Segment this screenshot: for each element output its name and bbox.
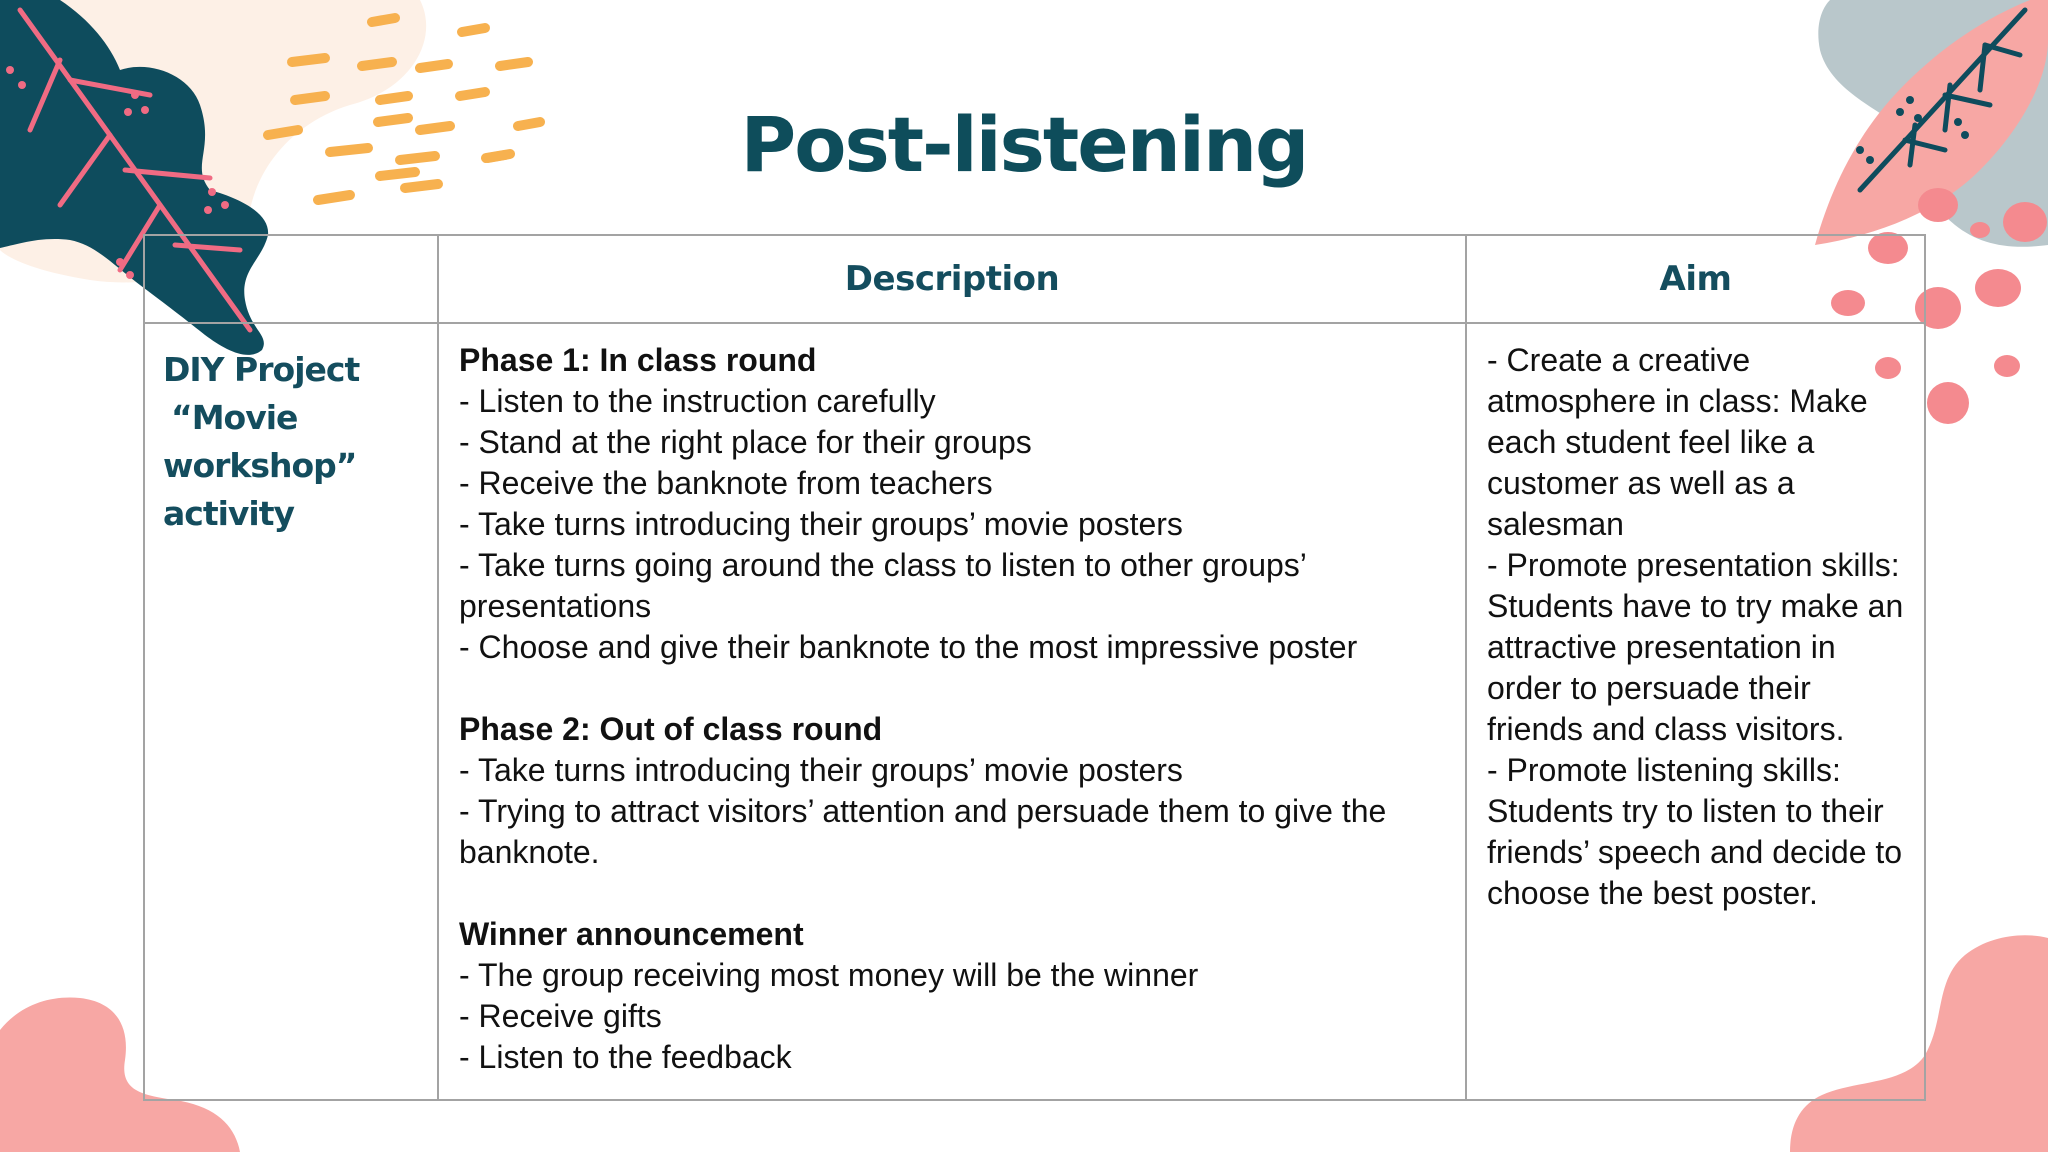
description-item: - Take turns introducing their groups’ movie posters bbox=[459, 752, 1183, 788]
table-header-row bbox=[144, 235, 1925, 323]
description-item: - Listen to the instruction carefully bbox=[459, 383, 936, 419]
aim-item: - Promote presentation skills: Students have to try make an attractive presentation in order to persuade their friends and class visitors. bbox=[1487, 547, 1904, 747]
description-item: - Receive the banknote from teachers bbox=[459, 465, 993, 501]
aim-item: - Create a creative atmosphere in class: Make each student feel like a customer as well as a salesman bbox=[1487, 342, 1868, 542]
description-item: - Receive gifts bbox=[459, 998, 662, 1034]
page-title: Post-listening bbox=[740, 100, 1308, 189]
phase-title: Phase 2: Out of class round bbox=[459, 711, 883, 747]
activity-line: “Movie bbox=[171, 398, 298, 437]
header-description: Description bbox=[438, 235, 1466, 323]
phase-title: Winner announcement bbox=[459, 916, 804, 952]
header-aim: Aim bbox=[1466, 235, 1925, 323]
phase-title: Phase 1: In class round bbox=[459, 342, 817, 378]
description-item: - Trying to attract visitors’ attention and persuade them to give the banknote. bbox=[459, 793, 1387, 870]
description-item: - The group receiving most money will be the winner bbox=[459, 957, 1199, 993]
activity-line: activity bbox=[163, 494, 295, 533]
description-item: - Take turns going around the class to listen to other groups’ presentations bbox=[459, 547, 1306, 624]
activity-table bbox=[143, 234, 1926, 1101]
activity-cell bbox=[144, 323, 438, 1100]
aim-item: - Promote listening skills: Students try to listen to their friends’ speech and decide to choose the best poster. bbox=[1487, 752, 1903, 911]
phase-spacer bbox=[459, 668, 1453, 709]
description-item: - Stand at the right place for their groups bbox=[459, 424, 1032, 460]
phase-spacer bbox=[459, 873, 1453, 914]
description-item: - Choose and give their banknote to the most impressive poster bbox=[459, 629, 1358, 665]
description-cell bbox=[438, 323, 1466, 1100]
header-activity bbox=[144, 235, 438, 323]
aim-cell bbox=[1466, 323, 1925, 1100]
description-item: - Listen to the feedback bbox=[459, 1039, 792, 1075]
table-row bbox=[144, 323, 1925, 1100]
description-item: - Take turns introducing their groups’ movie posters bbox=[459, 506, 1183, 542]
activity-line: workshop” bbox=[163, 446, 357, 485]
activity-line: DIY Project bbox=[163, 350, 360, 389]
